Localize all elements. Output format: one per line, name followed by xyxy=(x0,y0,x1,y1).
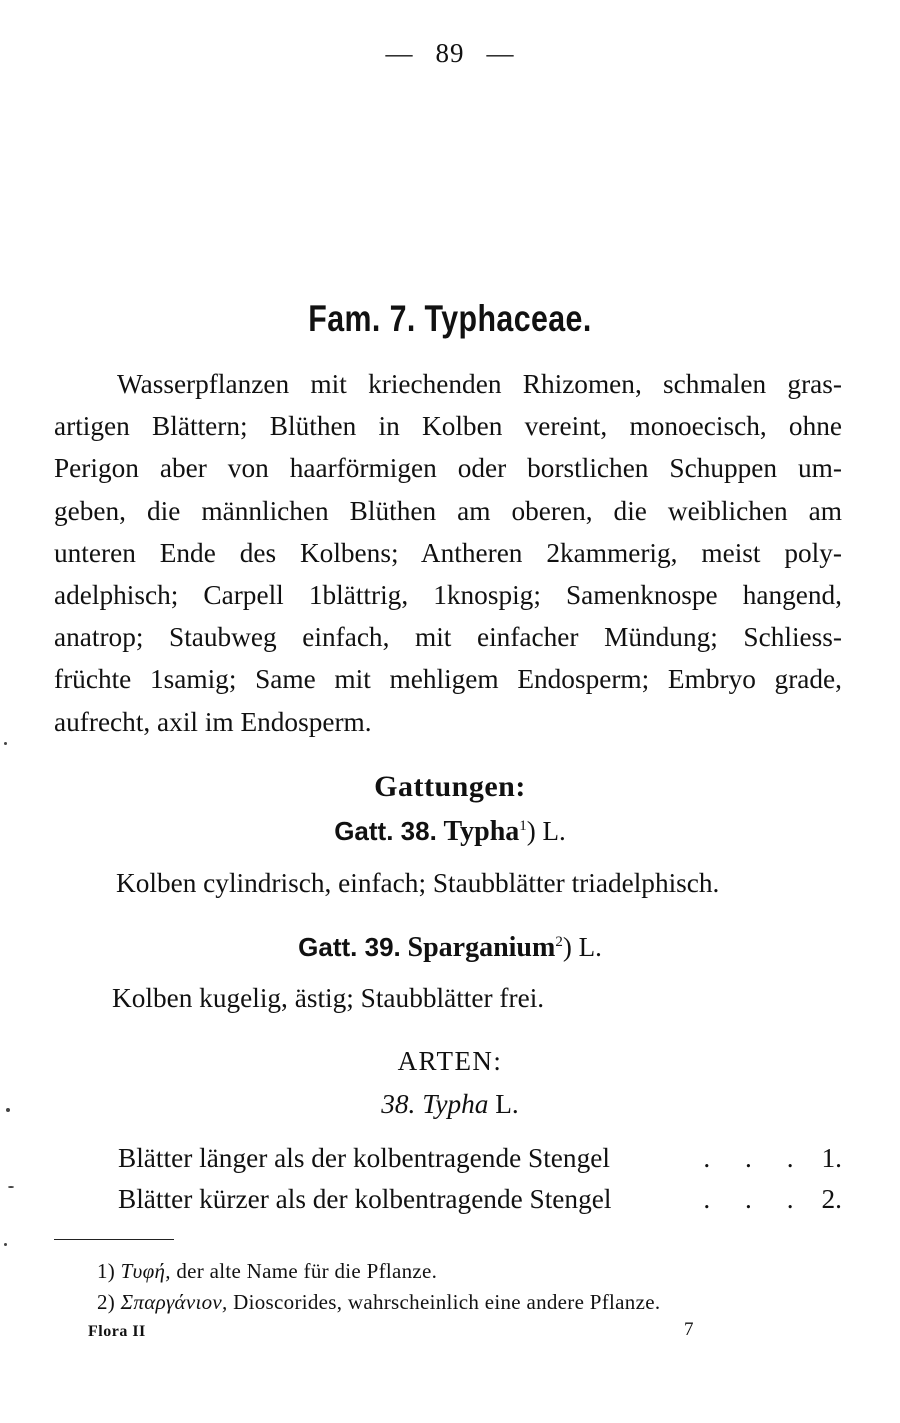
description-line: geben, die männlichen Blüthen am oberen, die weiblichen am xyxy=(54,495,842,526)
genus-label: Gatt. 39. xyxy=(298,932,401,962)
species-genus-name: Typha xyxy=(422,1089,489,1119)
species-genus-heading xyxy=(0,1089,900,1120)
species-genus-author: L. xyxy=(495,1089,519,1119)
scan-speck xyxy=(8,1186,14,1188)
family-heading: Fam. 7. Typhaceae. xyxy=(308,298,592,339)
signature-mark: Flora II xyxy=(88,1323,146,1340)
description-line: Wasserpflanzen mit kriechenden Rhizomen, schmalen gras- xyxy=(117,369,842,399)
key-lead: 1. xyxy=(821,1143,842,1173)
scan-speck xyxy=(6,1108,10,1112)
description-line: anatrop; Staubweg einfach, mit einfacher Mündung; Schliess- xyxy=(54,622,842,653)
genus-author: L. xyxy=(578,932,602,962)
footnote-greek: Τυφή, xyxy=(120,1259,171,1283)
description-line: aufrecht, axil im Endosperm. xyxy=(54,706,372,737)
key-line xyxy=(118,1143,842,1174)
species-section-heading: ARTEN: xyxy=(397,1046,503,1076)
genus-label: Gatt. 38. xyxy=(334,816,437,846)
footnote-ref: 2 xyxy=(555,934,563,950)
scan-speck xyxy=(4,1243,7,1246)
genus-name: Typha xyxy=(443,816,520,847)
footnote-ref: 1 xyxy=(519,818,527,834)
description-line: unteren Ende des Kolbens; Antheren 2kammerig, meist poly- xyxy=(54,537,842,568)
genera-heading: Gattungen: xyxy=(374,770,526,803)
genus-heading-typha: Gatt. 38. Typha$^1$) L. xyxy=(334,816,566,847)
footnote-rule xyxy=(54,1239,174,1240)
page-number-dash-left: — xyxy=(385,38,414,68)
species-genus-number: 38. xyxy=(381,1089,416,1119)
genus-author: L. xyxy=(542,816,566,846)
footnote-2 xyxy=(97,1290,660,1315)
description-line: artigen Blättern; Blüthen in Kolben vereint, monoecisch, ohne xyxy=(54,411,842,442)
page-number-value: 89 xyxy=(435,38,465,68)
footnote-greek: Σπαργάνιον, xyxy=(120,1290,228,1314)
family-description xyxy=(54,363,842,743)
sheet-number: 7 xyxy=(684,1319,694,1340)
scan-speck xyxy=(4,742,7,745)
key-text: Blätter kürzer als der kolbentragende Stengel xyxy=(118,1184,612,1214)
key-dots: . . . xyxy=(703,1143,808,1173)
key-text: Blätter länger als der kolbentragende Stengel xyxy=(118,1143,610,1173)
genus-name: Sparganium xyxy=(407,932,556,963)
description-line: adelphisch; Carpell 1blättrig, 1knospig; Samenknospe hangend, xyxy=(54,580,842,611)
footnote-mark: 1) xyxy=(97,1259,116,1283)
footnote-mark: 2) xyxy=(97,1290,116,1314)
genus-heading-sparganium: Gatt. 39. Sparganium$^2$) L. xyxy=(298,932,602,963)
key-line xyxy=(118,1184,842,1215)
genus-description-typha: Kolben cylindrisch, einfach; Staubblätter triadelphisch. xyxy=(116,868,720,898)
footnote-text: der alte Name für die Pflanze. xyxy=(176,1259,438,1283)
genus-description-sparganium: Kolben kugelig, ästig; Staubblätter frei. xyxy=(112,983,545,1013)
footnote-1 xyxy=(97,1259,437,1284)
key-lead: 2. xyxy=(821,1184,842,1214)
footnote-text: Dioscorides, wahrscheinlich eine andere Pflanze. xyxy=(233,1290,661,1314)
description-line: Perigon aber von haarförmigen oder borstlichen Schuppen um- xyxy=(54,453,842,484)
page-number xyxy=(0,38,900,69)
page-number-dash-right: — xyxy=(486,38,515,68)
description-line: früchte 1samig; Same mit mehligem Endosperm; Embryo grade, xyxy=(54,664,842,695)
key-dots: . . . xyxy=(703,1184,808,1214)
